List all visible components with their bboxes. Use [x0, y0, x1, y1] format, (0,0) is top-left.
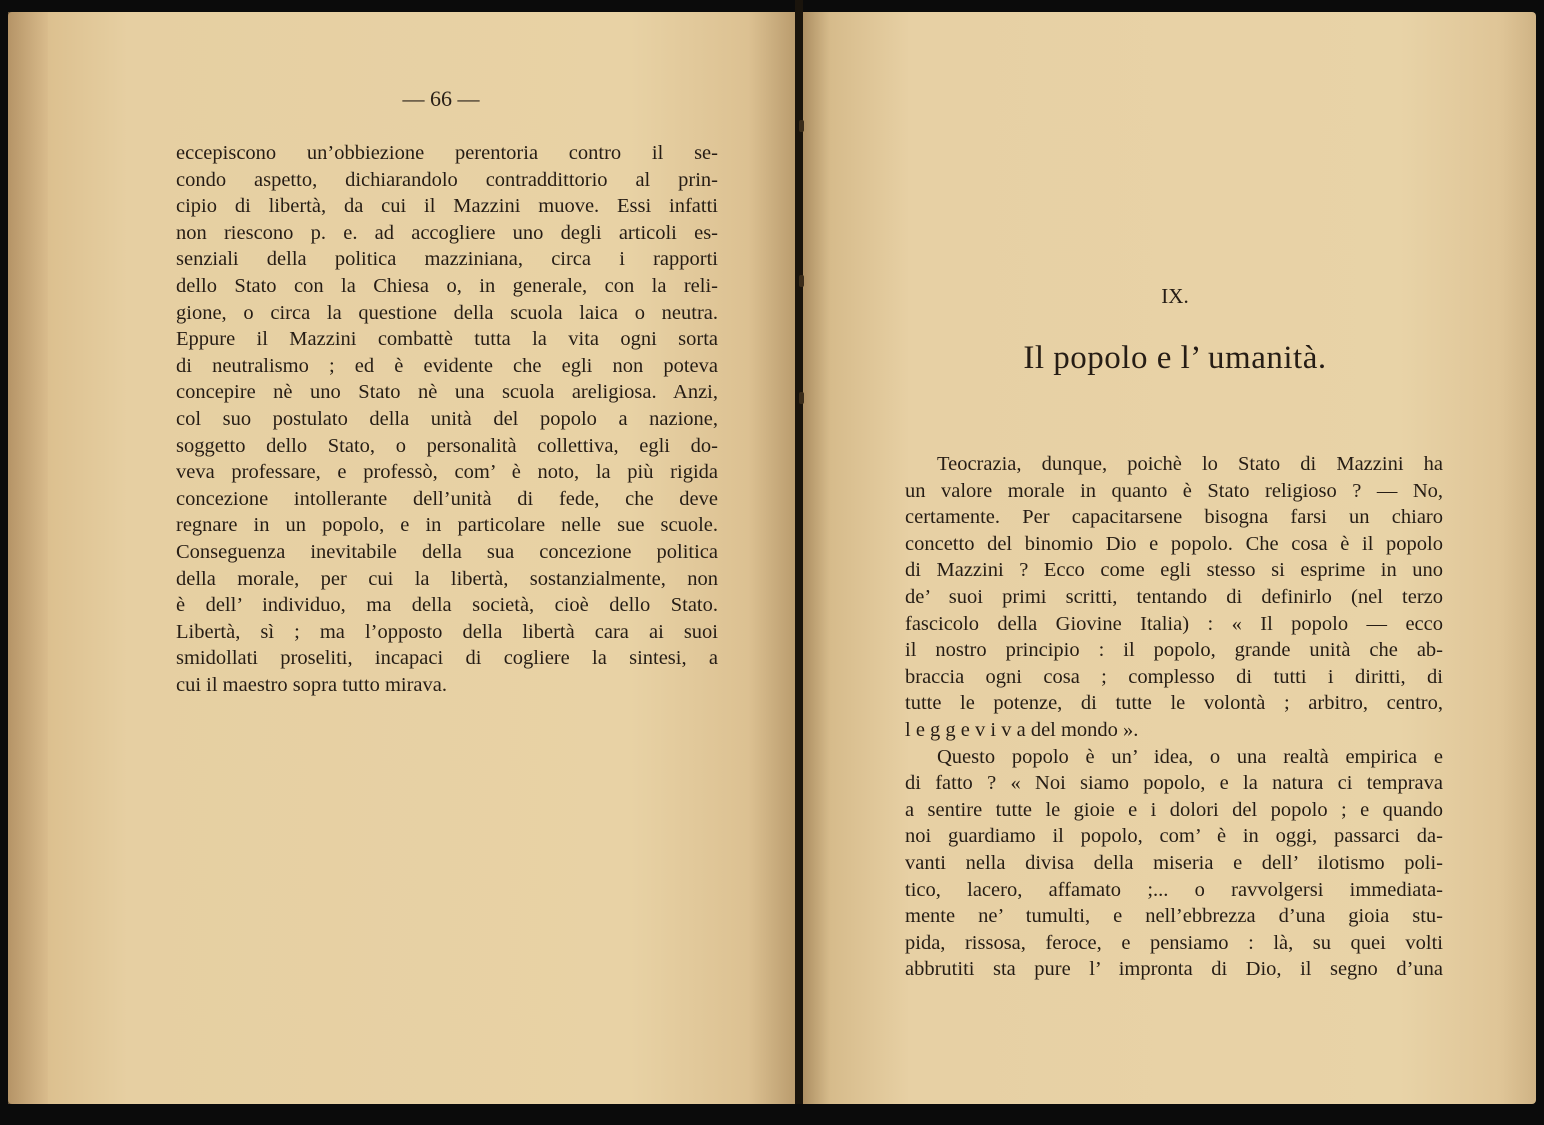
text-line: braccia ogni cosa ; complesso di tutti i diritti, di — [905, 665, 1443, 688]
text-line: pida, rissosa, feroce, e pensiamo : là, su quei volti — [905, 931, 1443, 954]
text-line: concezione intollerante dell’unità di fede, che deve — [176, 487, 718, 510]
text-line: di fatto ? « Noi siamo popolo, e la natura ci temprava — [905, 772, 1443, 795]
text-line: vanti nella divisa della miseria e dell’ ilotismo poli- — [905, 851, 1443, 874]
text-line: il nostro principio : il popolo, grande unità che ab- — [905, 639, 1443, 662]
text-line: eccepiscono un’obbiezione perentoria contro il se- — [176, 142, 718, 164]
text-line: dello Stato con la Chiesa o, in generale, con la reli- — [176, 274, 718, 297]
text-line: a sentire tutte le gioie e i dolori del popolo ; e quando — [905, 798, 1443, 821]
text-line: concetto del binomio Dio e popolo. Che cosa è il popolo — [905, 532, 1443, 555]
text-line: è dell’ individuo, ma della società, cioè dello Stato. — [176, 594, 718, 617]
text-line: Conseguenza inevitabile della sua concezione politica — [176, 540, 718, 563]
page-edge-shading — [8, 12, 48, 1104]
text-line: della morale, per cui la libertà, sostanzialmente, non — [176, 567, 718, 590]
text-line: cipio di libertà, da cui il Mazzini muove. Essi infatti — [176, 195, 718, 218]
text-line: de’ suoi primi scritti, tentando di definirlo (nel terzo — [905, 585, 1443, 608]
text-line: tutte le potenze, di tutte le volontà ; arbitro, centro, — [905, 692, 1443, 715]
text-line: col suo postulato della unità del popolo a nazione, — [176, 407, 718, 430]
text-line: abbrutiti sta pure l’ impronta di Dio, il segno d’una — [905, 958, 1443, 981]
text-line: soggetto dello Stato, o personalità collettiva, egli do- — [176, 434, 718, 457]
text-line: regnare in un popolo, e in particolare nelle sue scuole. — [176, 514, 718, 537]
text-line: certamente. Per capacitarsene bisogna farsi un chiaro — [905, 506, 1443, 529]
text-line: di Mazzini ? Ecco come egli stesso si esprime in uno — [905, 559, 1443, 582]
text-line: senziali della politica mazziniana, circa i rapporti — [176, 248, 718, 271]
text-line: Eppure il Mazzini combattè tutta la vita ogni sorta — [176, 328, 718, 351]
right-page-text — [905, 451, 1443, 983]
book-gutter — [795, 0, 803, 1125]
scan-border-bottom — [0, 1104, 1544, 1125]
text-line: concepire nè uno Stato nè una scuola areligiosa. Anzi, — [176, 381, 718, 404]
text-line: non riescono p. e. ad accogliere uno degli articoli es- — [176, 221, 718, 244]
left-page-text — [176, 140, 718, 698]
text-line: Questo popolo è un’ idea, o una realtà empirica e — [937, 745, 1443, 768]
text-line: condo aspetto, dichiarandolo contraddittorio al prin- — [176, 168, 718, 191]
page-number: — 66 — — [402, 86, 480, 111]
text-line: veva professare, e professò, com’ è noto, la più rigida — [176, 461, 718, 484]
binding-mark-icon — [799, 120, 804, 132]
text-line: Libertà, sì ; ma l’opposto della libertà cara ai suoi — [176, 620, 718, 643]
text-line: tico, lacero, affamato ;... o ravvolgersi immediata- — [905, 878, 1443, 901]
text-line: l e g g e v i v a del mondo ». — [905, 718, 1139, 741]
text-line: gione, o circa la questione della scuola laica o neutra. — [176, 301, 718, 324]
binding-mark-icon — [799, 392, 804, 404]
text-line: Teocrazia, dunque, poichè lo Stato di Mazzini ha — [937, 453, 1443, 475]
scan-border-top — [0, 0, 1544, 12]
text-line: smidollati proseliti, incapaci di cogliere la sintesi, a — [176, 647, 718, 670]
chapter-title: Il popolo e l’ umanità. — [1023, 340, 1327, 376]
text-line: noi guardiamo il popolo, com’ è in oggi, passarci da- — [905, 825, 1443, 848]
text-line: cui il maestro sopra tutto mirava. — [176, 673, 447, 696]
text-line: di neutralismo ; ed è evidente che egli non poteva — [176, 354, 718, 377]
text-line: un valore morale in quanto è Stato religioso ? — No, — [905, 479, 1443, 502]
text-line: mente ne’ tumulti, e nell’ebbrezza d’una gioia stu- — [905, 905, 1443, 928]
text-line: fascicolo della Giovine Italia) : « Il popolo — ecco — [905, 612, 1443, 635]
binding-mark-icon — [799, 275, 804, 287]
chapter-number: IX. — [1161, 284, 1189, 308]
